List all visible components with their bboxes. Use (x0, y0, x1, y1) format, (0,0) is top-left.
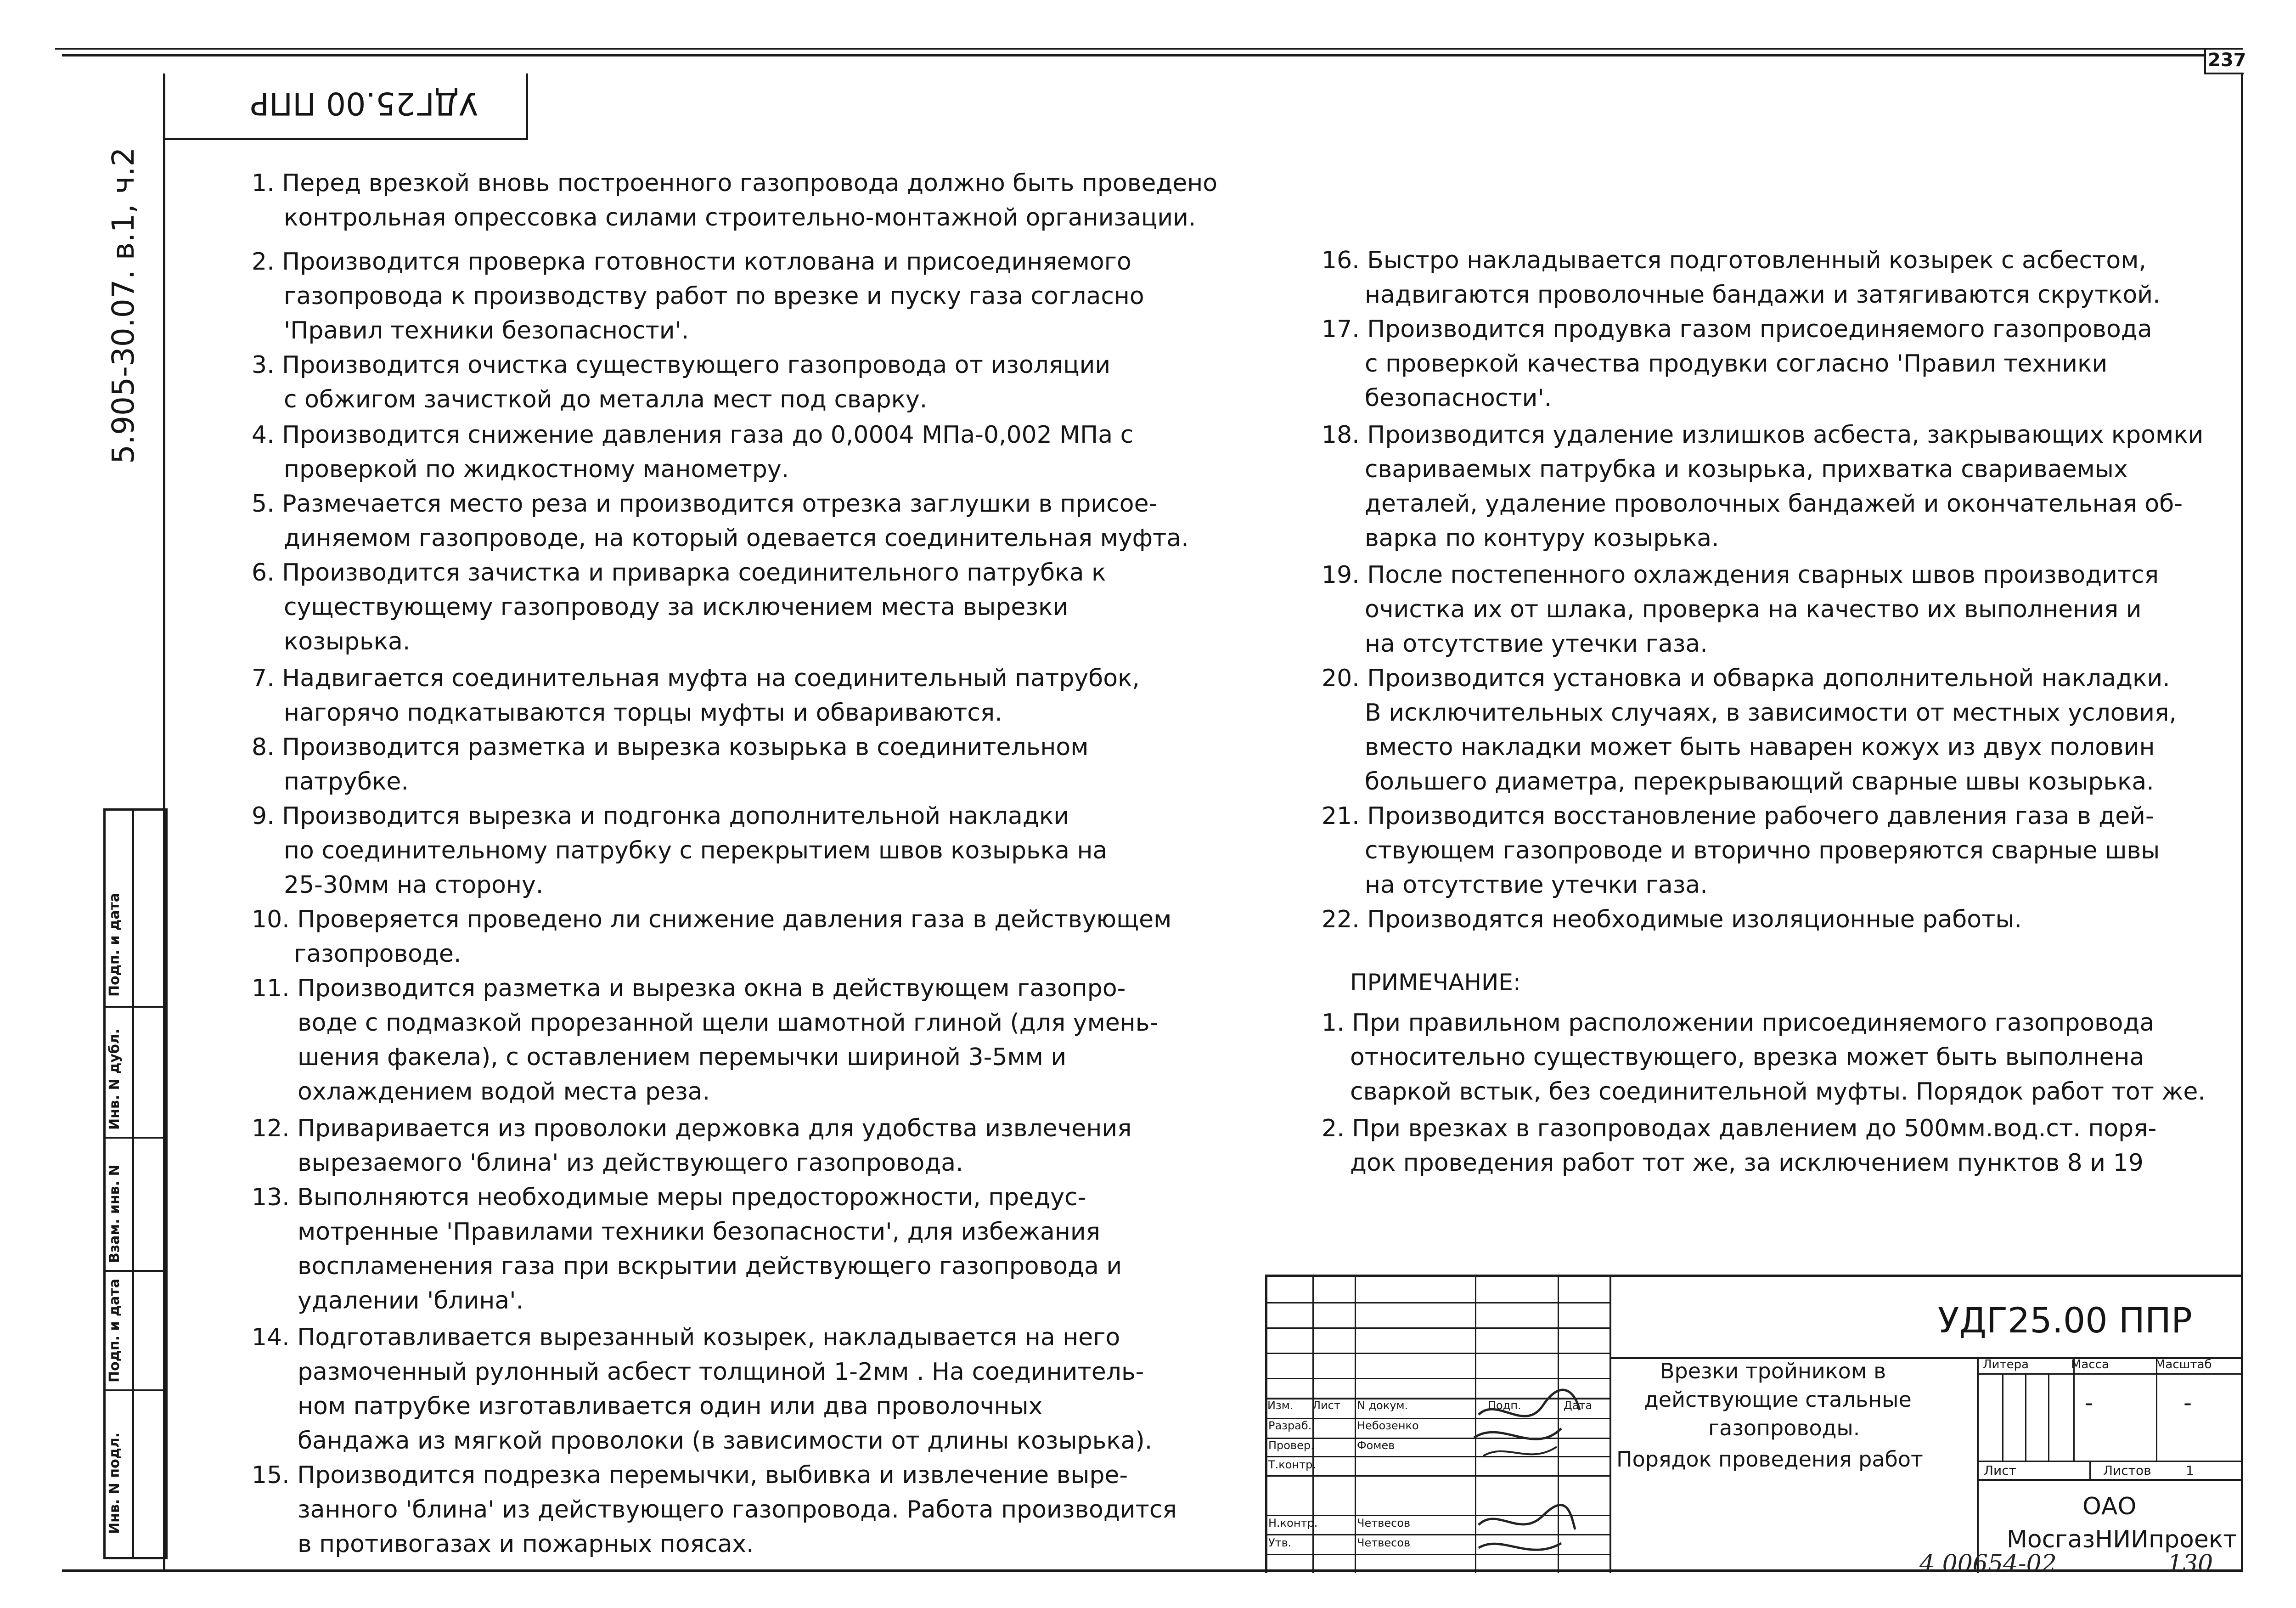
list-item: 1. Перед врезкой вновь построенного газопровода должно быть проведено (252, 169, 1218, 197)
list-item: 14. Подготавливается вырезанный козырек, накладывается на него (252, 1324, 1120, 1351)
title-block-doc-code: УДГ25.00 ППР (1938, 1300, 2192, 1341)
note-cont: док проведения работ тот же, за исключением пунктов 8 и 19 (1350, 1149, 2144, 1177)
list-item-cont: воспламенения газа при вскрытии действующего газопровода и (298, 1253, 1122, 1280)
note-item: 1. При правильном расположении присоединяемого газопровода (1322, 1009, 2155, 1037)
frame-top-outer (55, 48, 2243, 50)
archive-page: 130 (2167, 1550, 2213, 1578)
list-item-cont: В исключительных случаях, в зависимости от местных условия, (1365, 699, 2177, 727)
list-item-cont: газопровода к производству работ по врезке и пуску газа согласно (284, 282, 1144, 310)
role-developer-name: Небозенко (1357, 1419, 1419, 1432)
list-item-cont: воде с подмазкой прорезанной щели шамотной глиной (для умень- (298, 1009, 1159, 1037)
role-tech-control: Т.контр. (1268, 1458, 1317, 1471)
note-cont: относительно существующего, врезка может быть выполнена (1350, 1044, 2144, 1071)
list-item-cont: 25-30мм на сторону. (284, 871, 544, 899)
list-item-cont: варка по контуру козырька. (1365, 525, 1719, 552)
list-item-cont: диняемом газопроводе, на который одевается соединительная муфта. (284, 525, 1189, 552)
list-item-cont: на отсутствие утечки газа. (1365, 871, 1708, 899)
signature-marks (1469, 1378, 1589, 1571)
list-item-cont: большего диаметра, перекрывающий сварные швы козырька. (1365, 768, 2154, 796)
page-number: 237 (2208, 50, 2246, 71)
list-item-cont: ном патрубке изготавливается один или два проволочных (298, 1393, 1043, 1420)
list-item-cont: мотренные 'Правилами техники безопасности', для избежания (298, 1218, 1100, 1246)
list-item: 21. Производится восстановление рабочего давления газа в дей- (1322, 802, 2154, 830)
list-item-cont: проверкой по жидкостному манометру. (284, 456, 789, 483)
role-norm-control-name: Четвесов (1357, 1517, 1411, 1529)
list-item: 6. Производится зачистка и приварка соединительного патрубка к (252, 559, 1106, 587)
stamp-cell-inv-podl: Инв. N подл. (107, 1432, 123, 1534)
side-code: 5.905-30.07. в.1, ч.2 (106, 147, 141, 464)
list-item-cont: патрубке. (284, 768, 409, 796)
list-item: 19. После постепенного охлаждения сварных швов производится (1322, 561, 2159, 589)
mass-label: Масса (2071, 1358, 2109, 1371)
scale-label: Масштаб (2155, 1358, 2212, 1371)
list-item: 9. Производится вырезка и подгонка дополнительной накладки (252, 802, 1069, 830)
list-item-cont: безопасности'. (1365, 384, 1552, 412)
list-item-cont: вырезаемого 'блина' из действующего газопровода. (298, 1149, 963, 1177)
note-item: 2. При врезках в газопроводах давлением до 500мм.вод.ст. поря- (1322, 1115, 2157, 1142)
list-item: 20. Производится установка и обварка дополнительной накладки. (1322, 665, 2170, 692)
role-approver-name: Четвесов (1357, 1536, 1411, 1549)
list-item: 7. Надвигается соединительная муфта на соединительный патрубок, (252, 665, 1140, 692)
list-item-cont: в противогазах и пожарных поясах. (298, 1530, 754, 1558)
title-line: Порядок проведения работ (1616, 1447, 1923, 1472)
top-code: УДГ25.00 ППР (250, 85, 478, 121)
list-item-cont: ствующем газопроводе и вторично проверяются сварные швы (1365, 837, 2160, 864)
org-line-2: МосгазНИИпроект (2007, 1526, 2237, 1553)
role-checker: Провер. (1268, 1439, 1314, 1452)
list-item-cont: очистка их от шлака, проверка на качество их выполнения и (1365, 596, 2142, 623)
list-item-cont: удалении 'блина'. (298, 1287, 524, 1315)
header-list: Лист (1312, 1399, 1340, 1412)
list-item: 22. Производятся необходимые изоляционные работы. (1322, 906, 2022, 933)
list-item-cont: нагорячо подкатываются торцы муфты и обвариваются. (284, 699, 1002, 727)
scale-value: - (2183, 1389, 2192, 1416)
list-item-cont: деталей, удаление проволочных бандажей и окончательная об- (1365, 490, 2183, 518)
list-item: 8. Производится разметка и вырезка козырька в соединительном (252, 733, 1089, 761)
header-izm: Изм. (1267, 1399, 1294, 1412)
list-item: 10. Проверяется проведено ли снижение давления газа в действующем (252, 906, 1172, 933)
list-item: 11. Производится разметка и вырезка окна в действующем газопро- (252, 975, 1126, 1002)
list-item: 2. Производится проверка готовности котлована и присоединяемого (252, 248, 1131, 276)
list-item-cont: по соединительному патрубку с перекрытием швов козырька на (284, 837, 1108, 864)
list-item-cont: контрольная опрессовка силами строительно-монтажной организации. (284, 204, 1196, 231)
role-developer: Разраб. (1268, 1419, 1312, 1432)
archive-number: 4 00654-02 (1919, 1550, 2057, 1578)
list-item-cont: бандажа из мягкой проволоки (в зависимости от длины козырька). (298, 1427, 1153, 1455)
stamp-cell-inv-dubl: Инв. N дубл. (107, 1028, 123, 1130)
list-item: 3. Производится очистка существующего газопровода от изоляции (252, 351, 1111, 379)
header-doc: N докум. (1357, 1399, 1408, 1412)
list-item-cont: с проверкой качества продувки согласно 'Правил техники (1365, 350, 2108, 378)
list-item: 13. Выполняются необходимые меры предосторожности, предус- (252, 1184, 1086, 1211)
list-item: 18. Производится удаление излишков асбеста, закрывающих кромки (1322, 421, 2204, 449)
list-item-cont: размоченный рулонный асбест толщиной 1-2мм . На соединитель- (298, 1358, 1144, 1386)
stamp-cell-sign-date-2: Подп. и дата (107, 1278, 123, 1382)
title-line: Врезки тройником в (1660, 1359, 1886, 1383)
list-item-cont: козырька. (284, 628, 411, 655)
list-item-cont: свариваемых патрубка и козырька, прихватка свариваемых (1365, 456, 2128, 483)
note-cont: сваркой встык, без соединительной муфты. Порядок работ тот же. (1350, 1078, 2206, 1106)
list-item: 16. Быстро накладывается подготовленный козырек с асбестом, (1322, 247, 2146, 274)
list-item: 5. Размечается место реза и производится отрезка заглушки в присое- (252, 490, 1158, 518)
list-item-cont: существующему газопроводу за исключением места вырезки (284, 593, 1069, 621)
note-title: ПРИМЕЧАНИЕ: (1350, 969, 1521, 996)
stamp-cell-sign-date-1: Подп. и дата (107, 892, 123, 997)
sheets-value: 1 (2186, 1463, 2194, 1478)
list-item: 17. Производится продувка газом присоединяемого газопровода (1322, 316, 2152, 343)
list-item-cont: занного 'блина' из действующего газопровода. Работа производится (298, 1496, 1177, 1523)
mass-value: - (2085, 1389, 2093, 1416)
title-line: действующие стальные (1644, 1387, 1912, 1412)
org-line-1: ОАО (2082, 1493, 2137, 1520)
list-item: 12. Приваривается из проволоки держовка для удобства извлечения (252, 1115, 1132, 1142)
list-item-cont: надвигаются проволочные бандажи и затягиваются скруткой. (1365, 281, 2161, 309)
list-item-cont: газопроводе. (294, 940, 461, 968)
letter-label: Литера (1983, 1358, 2029, 1371)
header-sign: Подп. (1488, 1399, 1521, 1412)
frame-top (62, 54, 2243, 56)
list-item-cont: вместо накладки может быть наварен кожух из двух половин (1365, 733, 2155, 761)
list-item-cont: шения факела), с оставлением перемычки шириной 3-5мм и (298, 1044, 1067, 1071)
role-norm-control: Н.контр. (1268, 1517, 1318, 1529)
sheet-label: Лист (1984, 1463, 2016, 1478)
role-approver: Утв. (1268, 1536, 1292, 1549)
title-line: газопроводы. (1708, 1416, 1860, 1440)
header-date: Дата (1564, 1399, 1593, 1412)
sheets-label: Листов (2103, 1463, 2151, 1478)
list-item-cont: охлаждением водой места реза. (298, 1078, 710, 1106)
list-item-cont: на отсутствие утечки газа. (1365, 630, 1708, 658)
list-item: 4. Производится снижение давления газа до 0,0004 МПа-0,002 МПа с (252, 421, 1134, 449)
list-item-cont: с обжигом зачисткой до металла мест под сварку. (284, 386, 928, 413)
list-item-cont: 'Правил техники безопасности'. (284, 317, 689, 344)
role-checker-name: Фомев (1357, 1439, 1395, 1452)
stamp-cell-vzam-inv: Взам. инв. N (107, 1164, 123, 1263)
list-item: 15. Производится подрезка перемычки, выбивка и извлечение выре- (252, 1461, 1128, 1489)
